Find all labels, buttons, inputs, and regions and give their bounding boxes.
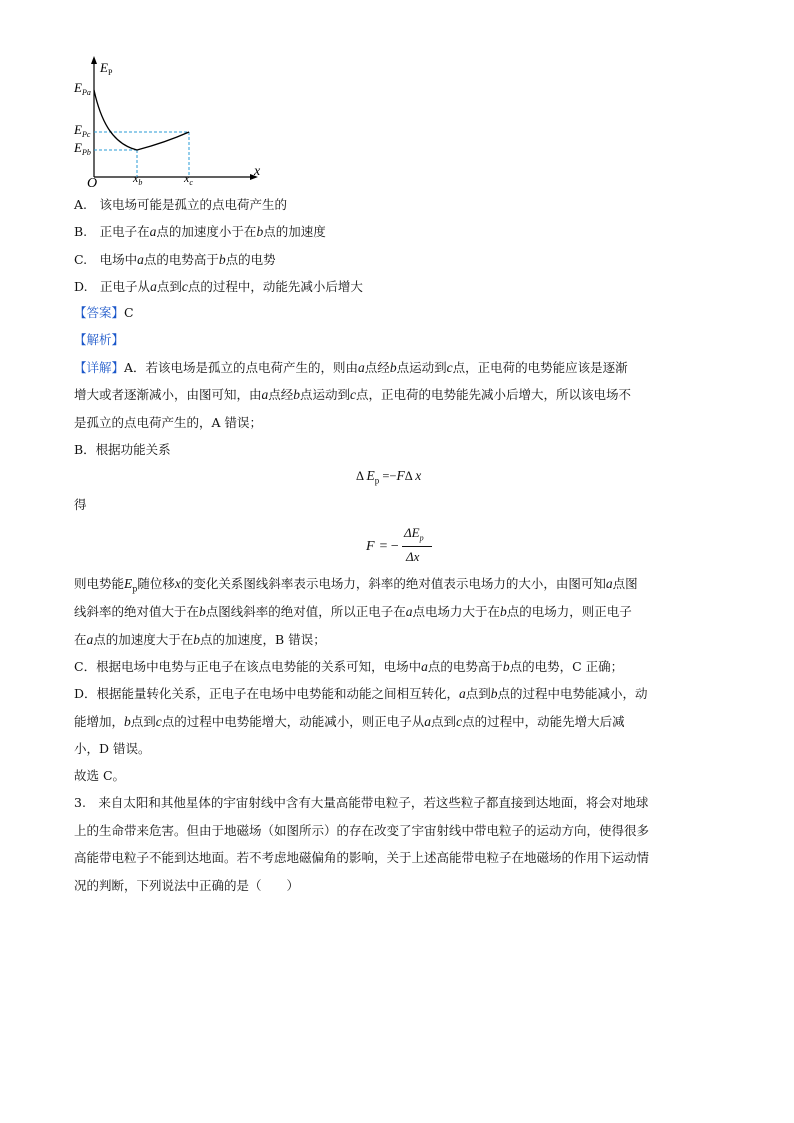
detail-text: 点经 — [268, 387, 294, 402]
var-a: a — [149, 224, 157, 239]
detail-text: 增大或者逐渐减小，由图可知，由 — [74, 387, 262, 402]
detail-line-7 — [74, 631, 326, 648]
xb-label-sub: b — [138, 178, 143, 187]
eq-e: E — [366, 468, 375, 483]
detail-label: 【详解】 — [74, 360, 125, 375]
option-b-text: 点的加速度小于在 — [156, 224, 257, 239]
eq-delta: Δ — [404, 469, 413, 483]
detail-line-5 — [74, 575, 638, 598]
q3-line-3: 高能带电粒子不能到达地面。若不考虑地磁偏角的影响，关于上述高能带电粒子在地磁场的作用下运动情 — [74, 850, 650, 865]
var-c: c — [181, 279, 188, 294]
detail-text: 点的过程中电势能减小，动 — [497, 686, 648, 701]
var-b: b — [502, 659, 510, 674]
ep-curve — [94, 90, 189, 150]
epa-label: E — [74, 80, 82, 95]
var-e-sub: p — [132, 584, 138, 594]
ep-x-graph — [68, 52, 268, 192]
detail-text: 点电场力大于在 — [412, 604, 501, 619]
q3-line-1: 3. 来自太阳和其他星体的宇宙射线中含有大量高能带电粒子，若这些粒子都直接到达地面，将会对地球 — [74, 795, 649, 810]
option-c-text: 点的电势高于 — [143, 252, 219, 267]
detail-text: 随位移 — [137, 576, 175, 591]
y-axis-label-sub: P — [107, 68, 113, 77]
option-d-text: 点的过程中，动能先减小后增大 — [187, 279, 363, 294]
detail-text: 点图 — [612, 576, 638, 591]
detail-text: 点到 — [431, 714, 457, 729]
option-b-text: 点的加速度 — [263, 224, 326, 239]
svg-text:EPb — [73, 140, 91, 157]
var-c: c — [456, 714, 463, 729]
option-d-text: D. 正电子从 — [74, 279, 151, 294]
xc-label-sub: c — [189, 178, 193, 187]
eq-e-sub: p — [374, 475, 380, 486]
eq-delta: Δ — [356, 469, 364, 483]
var-a: a — [421, 659, 428, 674]
detail-text: 点经 — [364, 360, 390, 375]
epc-label: E — [74, 122, 82, 137]
answer-line — [74, 304, 134, 321]
detail-text: 线斜率的绝对值大于在 — [74, 604, 200, 619]
y-axis-label: E — [100, 60, 108, 75]
var-b: b — [124, 714, 131, 729]
option-b — [74, 223, 326, 240]
option-c-text: 点的电势 — [225, 252, 276, 267]
de-line: 得 — [74, 497, 87, 512]
detail-text: 点的加速度大于在 — [93, 632, 194, 647]
eq2-f: F — [366, 539, 375, 554]
xb-label: x — [133, 171, 139, 185]
detail-text: 点到 — [130, 714, 156, 729]
detail-line-8 — [74, 658, 623, 675]
var-a: a — [605, 576, 613, 591]
option-c — [74, 251, 276, 268]
detail-text: 点的电场力，则正电子 — [506, 604, 632, 619]
detail-line-3: 是孤立的点电荷产生的，A 错误； — [74, 415, 263, 430]
eq-x: x — [415, 468, 422, 483]
detail-text: 点运动到 — [300, 387, 351, 402]
detail-text: C．根据电场中电势与正电子在该点电势能的关系可知，电场中 — [74, 659, 422, 674]
option-a: A. 该电场可能是孤立的点电荷产生的 — [74, 197, 288, 212]
detail-text: 点，正电荷的电势能应该是逐渐 — [452, 360, 628, 375]
fraction-bar — [402, 546, 432, 547]
var-a: a — [150, 279, 157, 294]
origin-label: O — [87, 176, 98, 191]
detail-text: 点的电势，C 正确； — [509, 659, 624, 674]
detail-text: 点运动到 — [396, 360, 447, 375]
svg-text:EPc — [73, 122, 91, 139]
var-x: x — [174, 576, 181, 591]
eq2-num-sub: p — [419, 533, 424, 543]
epc-label-sub: Pc — [81, 130, 91, 139]
detail-line-10 — [74, 713, 625, 730]
eq-f: F — [396, 468, 405, 483]
detail-line-11: 小，D 错误。 — [74, 741, 151, 756]
detail-text: 点，正电荷的电势能先减小后增大，所以该电场不 — [356, 387, 632, 402]
detail-text: 能增加， — [74, 714, 125, 729]
option-d — [74, 278, 363, 295]
var-a: a — [424, 714, 432, 729]
answer-value: C — [124, 305, 134, 320]
svg-text:xb — [132, 171, 142, 187]
var-b: b — [490, 686, 498, 701]
var-e: E — [124, 576, 133, 591]
detail-line-6 — [74, 603, 632, 620]
detail-text: 点的加速度，B 错误； — [200, 632, 326, 647]
eq-equals: =− — [382, 469, 397, 483]
option-c-text: C. 电场中 — [74, 252, 138, 267]
var-c: c — [350, 387, 357, 402]
equation-1 — [356, 468, 421, 486]
detail-text: 点的过程中，动能先增大后减 — [462, 714, 625, 729]
detail-text: 点的过程中电势能增大，动能减小，则正电子从 — [161, 714, 425, 729]
svg-text:xc — [183, 171, 193, 187]
svg-text:EP — [99, 60, 113, 77]
epb-label: E — [74, 140, 82, 155]
eq2-num-text: ΔE — [404, 525, 420, 540]
detail-line-9 — [74, 685, 648, 702]
analysis-label: 【解析】 — [74, 332, 125, 347]
var-b: b — [500, 604, 507, 619]
eq2-denominator: Δx — [406, 549, 420, 564]
var-b: b — [199, 604, 206, 619]
x-axis-label: x — [254, 164, 261, 179]
option-d-text: 点到 — [156, 279, 182, 294]
y-axis-arrow — [91, 56, 97, 64]
epb-label-sub: Pb — [81, 148, 91, 157]
var-a: a — [405, 604, 413, 619]
xc-label: x — [184, 171, 190, 185]
eq2-equals: = − — [376, 539, 399, 554]
detail-text: 的变化关系图线斜率表示电场力，斜率的绝对值表示电场力的大小，由图可知 — [180, 576, 606, 591]
q3-line-4: 况的判断，下列说法中正确的是（ ） — [74, 878, 300, 893]
detail-text: D．根据能量转化关系，正电子在电场中电势能和动能之间相互转化， — [74, 686, 460, 701]
eq2-numerator — [404, 525, 424, 543]
svg-text:EPa — [73, 80, 91, 97]
var-a: a — [86, 632, 94, 647]
detail-text: 点到 — [465, 686, 491, 701]
detail-line-1 — [74, 359, 628, 376]
var-b: b — [293, 387, 301, 402]
detail-line-2 — [74, 386, 631, 403]
answer-label: 【答案】 — [74, 305, 125, 320]
var-b: b — [256, 224, 264, 239]
var-a: a — [137, 252, 144, 267]
var-a: a — [358, 360, 365, 375]
detail-text: A．若该电场是孤立的点电荷产生的，则由 — [124, 360, 359, 375]
var-b: b — [389, 360, 397, 375]
equation-2 — [366, 525, 446, 569]
var-b: b — [193, 632, 201, 647]
detail-line-4: B．根据功能关系 — [74, 442, 171, 457]
var-c: c — [446, 360, 453, 375]
detail-text: 在 — [74, 632, 87, 647]
epa-label-sub: Pa — [81, 88, 91, 97]
detail-text: 则电势能 — [74, 576, 125, 591]
option-b-text: B. 正电子在 — [74, 224, 150, 239]
detail-text: 点的电势高于 — [427, 659, 503, 674]
q3-line-2: 上的生命带来危害。但由于地磁场（如图所示）的存在改变了宇宙射线中带电粒子的运动方向，使得很多 — [74, 823, 650, 838]
var-b: b — [218, 252, 226, 267]
detail-line-12: 故选 C。 — [74, 768, 126, 783]
var-c: c — [155, 714, 162, 729]
detail-text: 点图线斜率的绝对值，所以正电子在 — [205, 604, 406, 619]
var-a: a — [459, 686, 466, 701]
var-a: a — [261, 387, 269, 402]
